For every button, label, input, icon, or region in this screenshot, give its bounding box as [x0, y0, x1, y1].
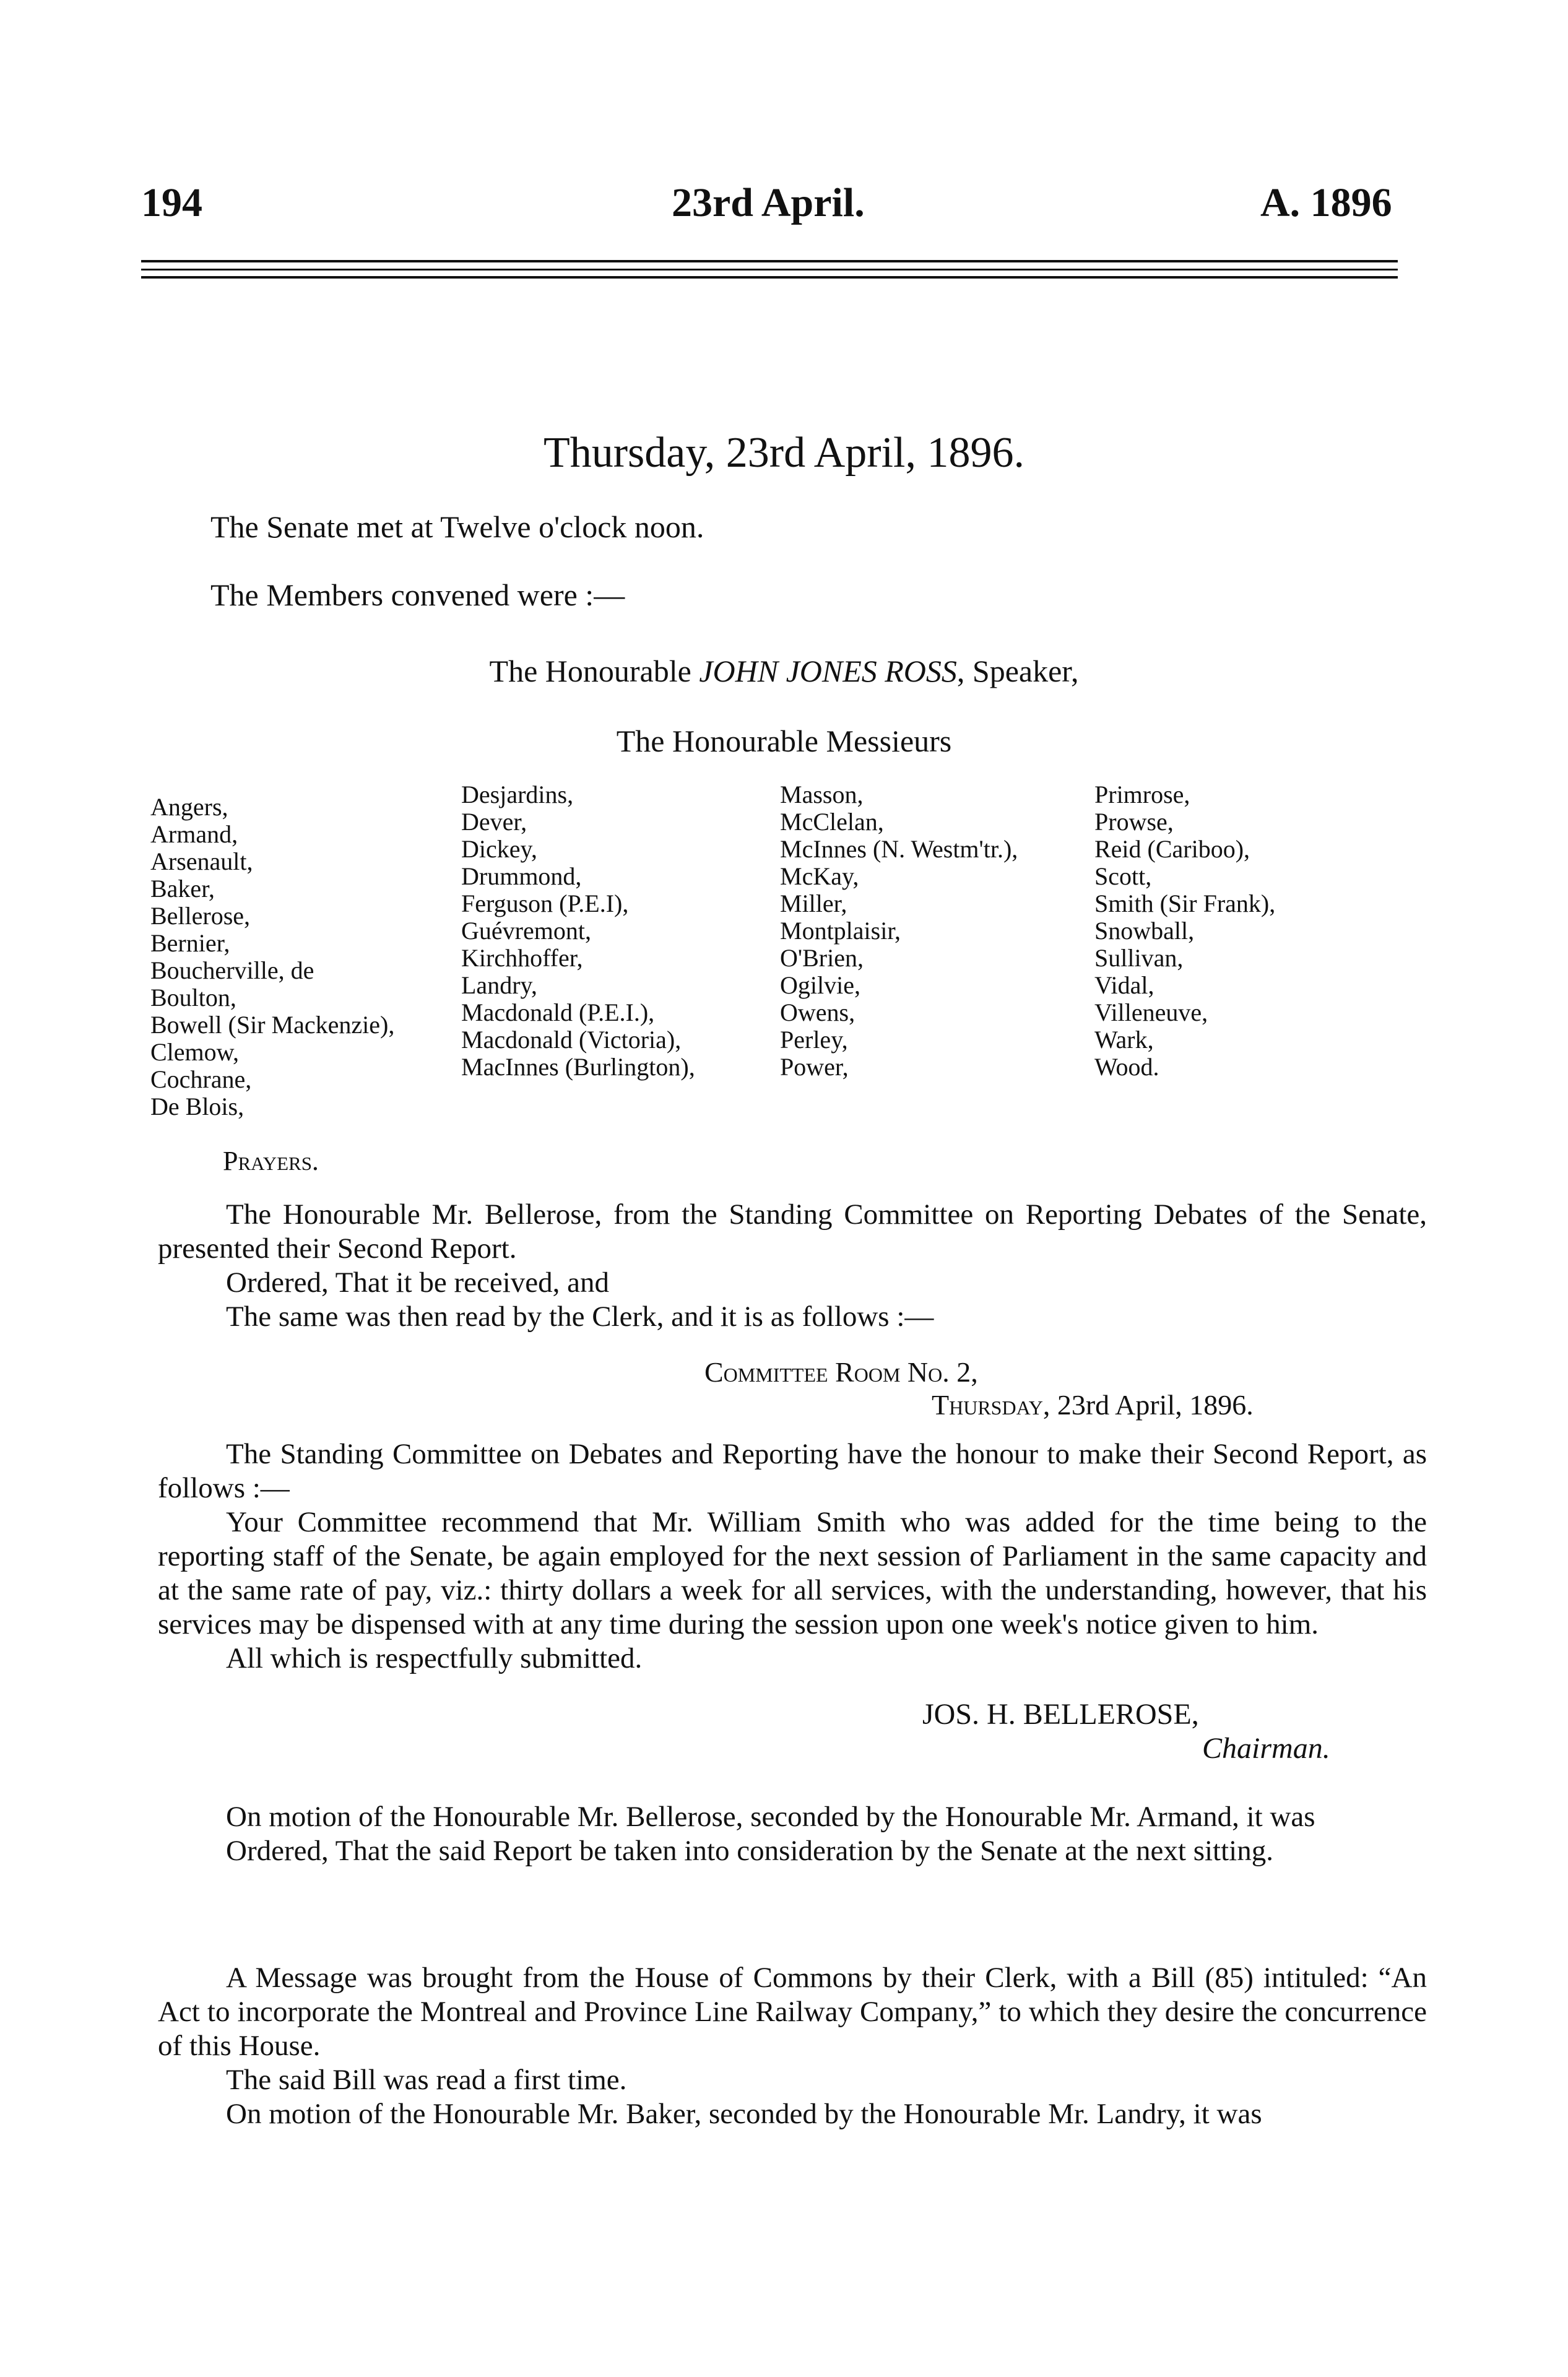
- committee-room-line: Committee Room No. 2,: [704, 1356, 978, 1388]
- member-name: Smith (Sir Frank),: [1094, 890, 1276, 917]
- member-name: McInnes (N. Westm'tr.),: [780, 835, 1018, 863]
- member-name: Dever,: [461, 808, 527, 836]
- member-name: Prowse,: [1094, 808, 1174, 836]
- member-name: Snowball,: [1094, 917, 1195, 945]
- first-reading-paragraph: The said Bill was read a first time.: [226, 2064, 627, 2096]
- speaker-suffix: , Speaker,: [956, 654, 1079, 688]
- page-number: 194: [141, 180, 202, 225]
- member-name: Baker,: [150, 875, 215, 903]
- member-name: Miller,: [780, 890, 847, 917]
- report-intro-paragraph: The Standing Committee on Debates and Reporting have the honour to make their Second Report, as follows :—: [158, 1438, 1427, 1504]
- member-name: Ogilvie,: [780, 971, 860, 999]
- ordered-received-paragraph: Ordered, That it be received, and: [226, 1266, 609, 1299]
- message-block: [158, 1961, 1427, 2131]
- member-name: Bowell (Sir Mackenzie),: [150, 1011, 395, 1039]
- member-name: Wark,: [1094, 1026, 1154, 1054]
- member-name: Armand,: [150, 820, 238, 848]
- member-name: Primrose,: [1094, 781, 1190, 808]
- member-name: Bellerose,: [150, 902, 251, 930]
- member-name: Drummond,: [461, 862, 582, 890]
- member-name: Wood.: [1094, 1053, 1159, 1081]
- member-name: Landry,: [461, 971, 537, 999]
- read-by-clerk-paragraph: The same was then read by the Clerk, and it is as follows :—: [226, 1301, 934, 1333]
- report-presented-paragraph: The Honourable Mr. Bellerose, from the Standing Committee on Reporting Debates of the Senate, presented their Second Report.: [158, 1198, 1427, 1265]
- member-name: Clemow,: [150, 1038, 239, 1066]
- sitting-title: Thursday, 23rd April, 1896.: [543, 429, 1025, 477]
- committee-date-line: [932, 1388, 1254, 1421]
- member-name: Boucherville, de: [150, 956, 314, 984]
- member-name: De Blois,: [150, 1093, 245, 1120]
- members-column-3: [780, 781, 1018, 1081]
- member-name: Angers,: [150, 793, 228, 821]
- member-name: Sullivan,: [1094, 944, 1184, 972]
- member-name: McKay,: [780, 862, 859, 890]
- committee-day: Thursday,: [932, 1389, 1050, 1421]
- running-head-year: A. 1896: [1260, 180, 1392, 225]
- submitted-paragraph: All which is respectfully submitted.: [226, 1642, 643, 1674]
- member-name: Desjardins,: [461, 781, 574, 808]
- speaker-name: JOHN JONES ROSS: [699, 654, 957, 688]
- member-name: Bernier,: [150, 929, 230, 957]
- second-motion-paragraph: On motion of the Honourable Mr. Baker, seconded by the Honourable Mr. Landry, it was: [226, 2098, 1262, 2130]
- member-name: Scott,: [1094, 862, 1152, 890]
- member-name: Montplaisir,: [780, 917, 901, 945]
- speaker-line: [0, 653, 1568, 689]
- ordered-consideration-paragraph: Ordered, That the said Report be taken into consideration by the Senate at the next sitting.: [226, 1835, 1273, 1867]
- motion-paragraph: On motion of the Honourable Mr. Bellerose, seconded by the Honourable Mr. Armand, it was: [226, 1801, 1315, 1833]
- member-name: Arsenault,: [150, 847, 253, 875]
- member-name: Dickey,: [461, 835, 537, 863]
- header-rule-top: [141, 260, 1398, 262]
- signature-title: Chairman.: [1202, 1732, 1330, 1765]
- member-name: Perley,: [780, 1026, 848, 1054]
- motion-block: [158, 1800, 1427, 1868]
- member-name: Boulton,: [150, 984, 236, 1011]
- recommendation-paragraph: Your Committee recommend that Mr. William Smith who was added for the time being to the reporting staff of the Senate, be again employed for the next session of Parliament in the same capacity and at the same rate of pay, viz.: thirty dollars a week for all services, with the understanding, however, that his services may be dispensed with at any time during the session upon one week's notice given to him.: [158, 1506, 1427, 1640]
- member-name: Masson,: [780, 781, 864, 808]
- prayers-heading: Prayers.: [223, 1146, 319, 1176]
- member-name: Kirchhoffer,: [461, 944, 583, 972]
- messieurs-heading: The Honourable Messieurs: [616, 724, 952, 758]
- member-name: Macdonald (P.E.I.),: [461, 998, 655, 1026]
- member-name: Power,: [780, 1053, 849, 1081]
- senate-met-line: The Senate met at Twelve o'clock noon.: [210, 509, 704, 544]
- member-name: McClelan,: [780, 808, 884, 836]
- member-name: Vidal,: [1094, 971, 1154, 999]
- member-name: Ferguson (P.E.I),: [461, 890, 629, 917]
- members-column-2: [461, 781, 695, 1081]
- speaker-prefix: The Honourable: [489, 654, 691, 688]
- report-body-block: [158, 1437, 1427, 1676]
- message-paragraph: A Message was brought from the House of Commons by their Clerk, with a Bill (85) intituled: “An Act to incorporate the Montreal and Province Line Railway Company,” to which they desire the concurrence of this House.: [158, 1962, 1427, 2062]
- member-name: O'Brien,: [780, 944, 864, 972]
- member-name: Owens,: [780, 998, 855, 1026]
- signature-name: JOS. H. BELLEROSE,: [922, 1698, 1199, 1731]
- report-intro-block: [158, 1198, 1427, 1334]
- member-name: Cochrane,: [150, 1065, 252, 1093]
- member-name: Reid (Cariboo),: [1094, 835, 1250, 863]
- members-column-4: [1094, 781, 1275, 1081]
- member-name: Macdonald (Victoria),: [461, 1026, 682, 1054]
- running-head-date: 23rd April.: [672, 180, 865, 225]
- header-rule-bottom: [141, 276, 1398, 279]
- header-rule-middle: [141, 269, 1398, 271]
- member-name: Villeneuve,: [1094, 998, 1208, 1026]
- committee-date: 23rd April, 1896.: [1057, 1389, 1254, 1421]
- member-name: Guévremont,: [461, 917, 591, 945]
- members-convened-line: The Members convened were :—: [210, 578, 625, 612]
- member-name: MacInnes (Burlington),: [461, 1053, 695, 1081]
- members-column-1: [150, 794, 394, 1120]
